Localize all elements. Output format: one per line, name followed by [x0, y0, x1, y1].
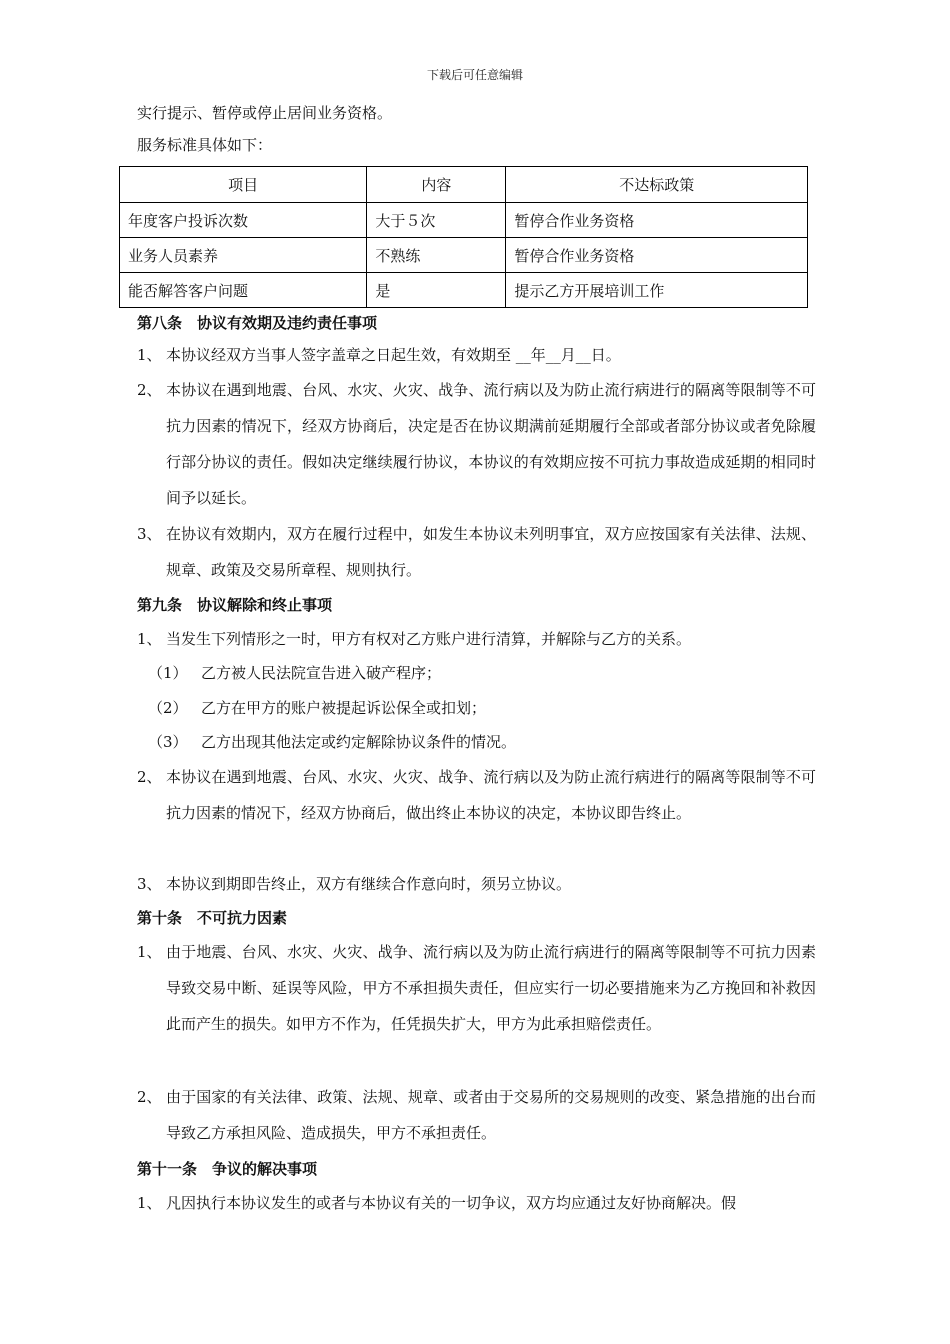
sub-number: （2）: [148, 699, 188, 717]
table-header-cell: 不达标政策: [506, 167, 808, 203]
table-cell: 年度客户投诉次数: [120, 203, 367, 238]
table-row: [120, 203, 808, 238]
sub-number: （1）: [148, 664, 188, 682]
standards-intro: 服务标准具体如下：: [137, 136, 273, 154]
list-item-text: 本协议在遇到地震、台风、水灾、火灾、战争、流行病以及为防止流行病进行的隔离等限制等不可抗力因素的情况下，经双方协商后，做出终止本协议的决定，本协议即告终止。: [166, 768, 816, 822]
table-cell: 暂停合作业务资格: [506, 203, 808, 238]
list-number: 1、: [137, 943, 162, 961]
list-item-text: 本协议在遇到地震、台风、水灾、火灾、战争、流行病以及为防止流行病进行的隔离等限制等不可抗力因素的情况下，经双方协商后，决定是否在协议期满前延期履行全部或者部分协议或者免除履行部分协议的责任。假如决定继续履行协议，本协议的有效期应按不可抗力事故造成延期的相同时间予以延长。: [166, 381, 816, 507]
table-row: [120, 238, 808, 273]
list-number: 1、: [137, 630, 162, 648]
page-header: 下载后可任意编辑: [426, 68, 523, 82]
table-cell: 能否解答客户问题: [120, 273, 367, 308]
list-item-text: 本协议经双方当事人签字盖章之日起生效，有效期至 __年__月__日。: [166, 346, 621, 364]
table-header-cell: 内容: [367, 167, 506, 203]
table-cell: 是: [367, 273, 506, 308]
table-row: [120, 273, 808, 308]
table-cell: 暂停合作业务资格: [506, 238, 808, 273]
list-number: 2、: [137, 768, 162, 786]
list-number: 1、: [137, 1194, 162, 1212]
list-number: 3、: [137, 525, 162, 543]
list-item-text: 由于国家的有关法律、政策、法规、规章、或者由于交易所的交易规则的改变、紧急措施的出台而导致乙方承担风险、造成损失，甲方不承担责任。: [166, 1088, 816, 1142]
service-standards-table: [119, 166, 808, 308]
sub-number: （3）: [148, 733, 188, 751]
list-item-text: 由于地震、台风、水灾、火灾、战争、流行病以及为防止流行病进行的隔离等限制等不可抗力因素导致交易中断、延误等风险，甲方不承担损失责任，但应实行一切必要措施来为乙方挽回和补救因此而产生的损失。如甲方不作为，任凭损失扩大，甲方为此承担赔偿责任。: [166, 943, 816, 1033]
list-number: 2、: [137, 381, 162, 399]
article-9-title: 第九条 协议解除和终止事项: [137, 596, 333, 614]
article-10-title: 第十条 不可抗力因素: [137, 909, 288, 927]
intro-line: 实行提示、暂停或停止居间业务资格。: [137, 104, 393, 122]
table-cell: 大于５次: [367, 203, 506, 238]
table-header-cell: 项目: [120, 167, 367, 203]
table-cell: 不熟练: [367, 238, 506, 273]
table-cell: 提示乙方开展培训工作: [506, 273, 808, 308]
sub-item-text: 乙方出现其他法定或约定解除协议条件的情况。: [201, 733, 517, 751]
list-item-text: 凡因执行本协议发生的或者与本协议有关的一切争议，双方均应通过友好协商解决。假: [166, 1194, 737, 1212]
sub-item-text: 乙方在甲方的账户被提起诉讼保全或扣划；: [201, 699, 487, 717]
list-number: 2、: [137, 1088, 162, 1106]
sub-item-text: 乙方被人民法院宣告进入破产程序；: [201, 664, 442, 682]
table-cell: 业务人员素养: [120, 238, 367, 273]
article-8-title: 第八条 协议有效期及违约责任事项: [137, 314, 378, 332]
list-item-text: 在协议有效期内，双方在履行过程中，如发生本协议未列明事宜，双方应按国家有关法律、法规、规章、政策及交易所章程、规则执行。: [166, 525, 816, 579]
list-number: 1、: [137, 346, 162, 364]
list-item-text: 本协议到期即告终止，双方有继续合作意向时，须另立协议。: [166, 875, 572, 893]
list-number: 3、: [137, 875, 162, 893]
list-item-text: 当发生下列情形之一时，甲方有权对乙方账户进行清算，并解除与乙方的关系。: [166, 630, 692, 648]
table-header-row: [120, 167, 808, 203]
article-11-title: 第十一条 争议的解决事项: [137, 1160, 318, 1178]
